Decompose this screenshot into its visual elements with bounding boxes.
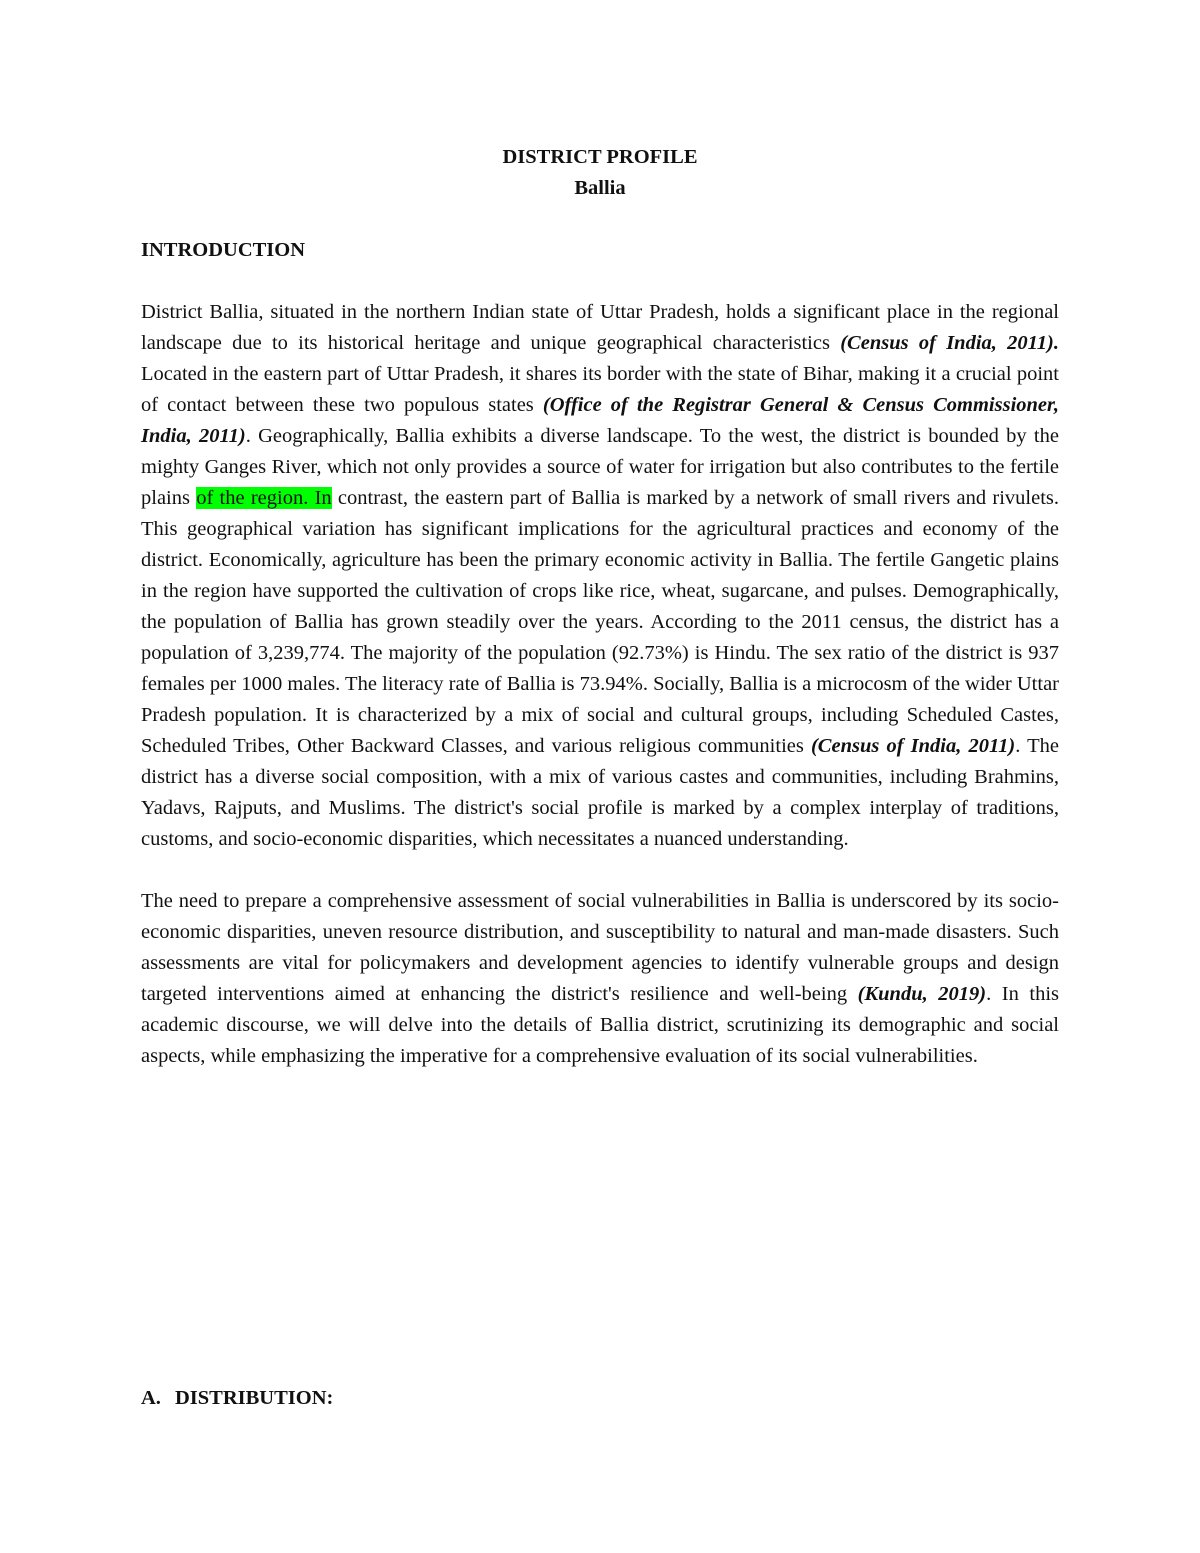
- text-run: . The district has a diverse social composition, with a mix of various castes and communities, including Brahmins, Yadavs, Rajputs, and Muslims. The district's social profile is marked by a complex interplay of traditions, customs, and socio-economic disparities, which necessitates a nuanced understanding.: [141, 735, 1059, 850]
- text-run: The need to prepare a comprehensive assessment of social vulnerabilities in Ballia is underscored by its socio-economic disparities, uneven resource distribution, and susceptibility to natural and man-made disasters. Such assessments are vital for policymakers and development agencies to identify vulnerable groups and design targeted interventions aimed at enhancing the district's resilience and well-being: [141, 890, 1059, 1005]
- highlighted-text: of the region. In: [196, 487, 332, 509]
- section-number: A.: [141, 1387, 161, 1409]
- document-title: DISTRICT PROFILE: [502, 146, 698, 168]
- title-block: [141, 142, 1059, 204]
- citation-registrar-general: (Office of the Registrar General & Census Commissioner, India, 2011): [141, 394, 1059, 447]
- introduction-heading: INTRODUCTION: [141, 239, 306, 261]
- document-body: [141, 142, 1059, 1072]
- citation-kundu-2019: (Kundu, 2019): [857, 983, 987, 1005]
- document-subtitle: Ballia: [574, 177, 626, 199]
- text-run: . Geographically, Ballia exhibits a diverse landscape. To the west, the district is bounded by the mighty Ganges River, which not only provides a source of water for irrigation but also contributes to the fertile plains: [141, 425, 1059, 509]
- citation-census-2011: (Census of India, 2011).: [840, 332, 1059, 354]
- text-run: . In this academic discourse, we will delve into the details of Ballia district, scrutinizing its demographic and social aspects, while emphasizing the imperative for a comprehensive evaluation of its social vulnerabilities.: [141, 983, 1060, 1067]
- text-run: contrast, the eastern part of Ballia is marked by a network of small rivers and rivulets. This geographical variation has significant implications for the agricultural practices and economy of the district. Economically, agriculture has been the primary economic activity in Ballia. The fertile Gangetic plains in the region have supported the cultivation of crops like rice, wheat, sugarcane, and pulses. Demographically, the population of Ballia has grown steadily over the years. According to the 2011 census, the district has a population of 3,239,774. The majority of the population (92.73%) is Hindu. The sex ratio of the district is 937 females per 1000 males. The literacy rate of Ballia is 73.94%. Socially, Ballia is a microcosm of the wider Uttar Pradesh population. It is characterized by a mix of social and cultural groups, including Scheduled Castes, Scheduled Tribes, Other Backward Classes, and various religious communities: [141, 487, 1059, 757]
- section-a-heading: [141, 1383, 333, 1414]
- section-label: DISTRIBUTION:: [175, 1387, 334, 1409]
- introduction-paragraph-1: [141, 297, 1059, 855]
- text-run: Located in the eastern part of Uttar Pradesh, it shares its border with the state of Bihar, making it a crucial point of contact between these two populous states: [141, 363, 1059, 416]
- citation-census-2011: (Census of India, 2011): [810, 735, 1016, 757]
- introduction-paragraph-2: [141, 886, 1059, 1072]
- text-run: District Ballia, situated in the northern Indian state of Uttar Pradesh, holds a significant place in the regional landscape due to its historical heritage and unique geographical characteristics: [141, 301, 1059, 354]
